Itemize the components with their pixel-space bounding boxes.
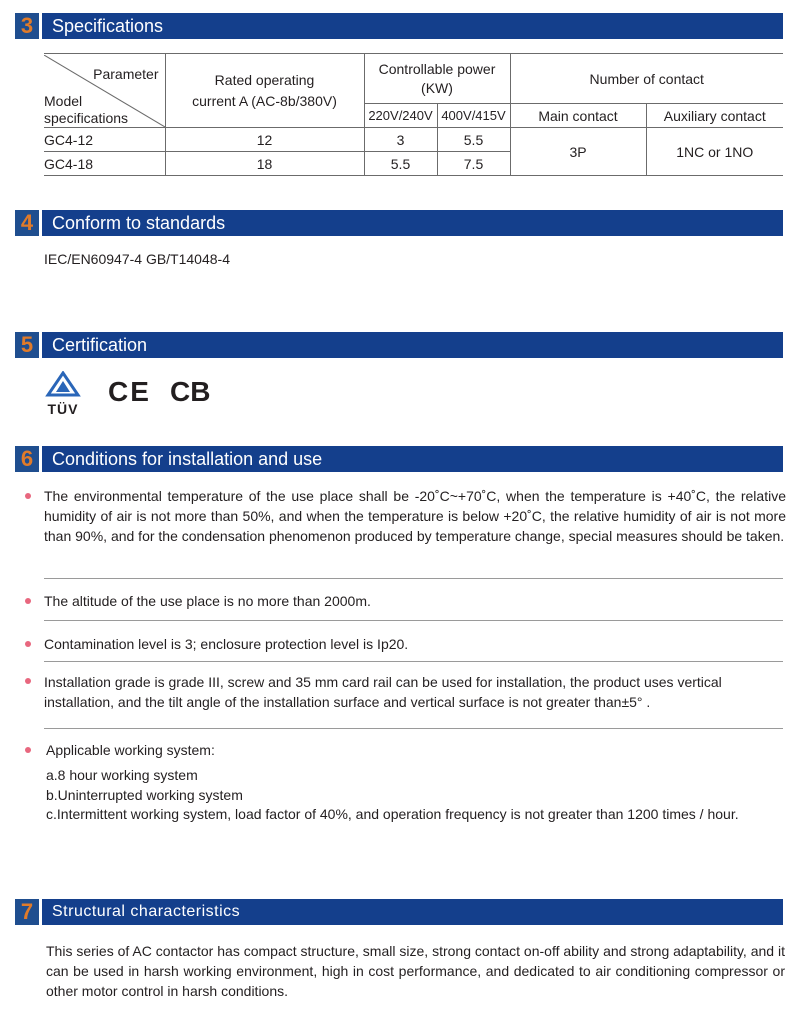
divider	[44, 578, 783, 579]
bullet-icon	[25, 598, 31, 604]
header-main-contact: Main contact	[510, 104, 646, 128]
working-system-item: b.Uninterrupted working system	[46, 787, 243, 803]
section-title: Certification	[52, 335, 148, 355]
section-number: 4	[15, 210, 39, 236]
model-cell: GC4-18	[44, 152, 165, 176]
section-header-structural	[15, 899, 783, 925]
section-title: Specifications	[52, 16, 164, 36]
header-auxiliary-contact: Auxiliary contact	[646, 104, 783, 128]
condition-item: The environmental temperature of the use place shall be -20˚C~+70˚C, when the temperature is +40˚C, the relative humidity of air is not more than 50%, and when the temperature is below +20˚C, the relative humidity of air is not more than 90%, and for the condensation phenomenon produced by temperature change, special measures should be taken.	[44, 488, 786, 544]
bullet-icon	[25, 641, 31, 647]
bullet-icon	[25, 493, 31, 499]
section-header-certification	[15, 332, 783, 358]
working-system-item: a.8 hour working system	[46, 767, 198, 783]
section-title-bar	[42, 210, 783, 236]
section-title-bar	[42, 332, 783, 358]
table-row	[44, 128, 783, 152]
section-title-bar	[42, 899, 783, 925]
ce-logo: CE	[108, 376, 151, 407]
section-title: Conform to standards	[52, 213, 226, 233]
section-number: 5	[15, 332, 39, 358]
main-contact-cell: 3P	[510, 128, 646, 176]
corner-specifications-label: specifications	[44, 109, 129, 126]
current-cell: 18	[165, 152, 364, 176]
cb-logo: CB	[170, 376, 211, 407]
power-220-cell: 3	[364, 128, 437, 152]
corner-parameter-label: Parameter	[93, 65, 159, 82]
bullet-icon	[25, 747, 31, 753]
tuv-triangle-icon	[44, 371, 82, 397]
bullet-icon	[25, 678, 31, 684]
specifications-table	[44, 53, 783, 176]
current-cell: 12	[165, 128, 364, 152]
section-title-bar	[42, 13, 783, 39]
divider	[44, 728, 783, 729]
model-cell: GC4-12	[44, 128, 165, 152]
section-title: Structural characteristics	[52, 903, 241, 920]
section-number: 7	[15, 899, 39, 925]
header-rated-current: Rated operating current A (AC-8b/380V)	[165, 54, 364, 128]
power-220-cell: 5.5	[364, 152, 437, 176]
power-400-cell: 7.5	[437, 152, 510, 176]
section-title: Conditions for installation and use	[52, 449, 323, 469]
divider	[44, 620, 783, 621]
table-corner-cell	[44, 54, 165, 128]
working-system-item: c.Intermittent working system, load factor of 40%, and operation frequency is not greater than 1200 times / hour.	[46, 806, 739, 822]
power-400-cell: 5.5	[437, 128, 510, 152]
auxiliary-contact-cell: 1NC or 1NO	[646, 128, 783, 176]
section-header-specifications	[15, 13, 783, 39]
condition-item: The altitude of the use place is no more than 2000m.	[44, 593, 371, 609]
condition-item: Applicable working system:	[46, 742, 215, 758]
structural-text: This series of AC contactor has compact structure, small size, strong contact on-off ability and strong adaptability, and it can be used in harsh working environment, high in cost performance, and dedicated to air conditioning compressor or other motor control in harsh conditions.	[46, 943, 785, 999]
section-title-bar	[42, 446, 783, 472]
header-220v: 220V/240V	[364, 104, 437, 128]
header-controllable-power: Controllable power (KW)	[364, 54, 510, 104]
section-number: 3	[15, 13, 39, 39]
header-number-of-contact: Number of contact	[510, 54, 783, 104]
header-400v: 400V/415V	[437, 104, 510, 128]
section-number: 6	[15, 446, 39, 472]
condition-item: Contamination level is 3; enclosure protection level is Ip20.	[44, 636, 409, 652]
divider	[44, 661, 783, 662]
tuv-logo	[44, 371, 82, 417]
condition-item: Installation grade is grade III, screw and 35 mm card rail can be used for installation, the product uses vertical installation, and the tilt angle of the installation surface and vertical surface is not greater than±5° .	[44, 674, 722, 710]
section-header-conditions	[15, 446, 783, 472]
corner-model-label: Model	[44, 92, 83, 109]
section-header-standards	[15, 210, 783, 236]
tuv-logo-text: TÜV	[47, 401, 79, 417]
standards-text: IEC/EN60947-4 GB/T14048-4	[44, 251, 230, 267]
